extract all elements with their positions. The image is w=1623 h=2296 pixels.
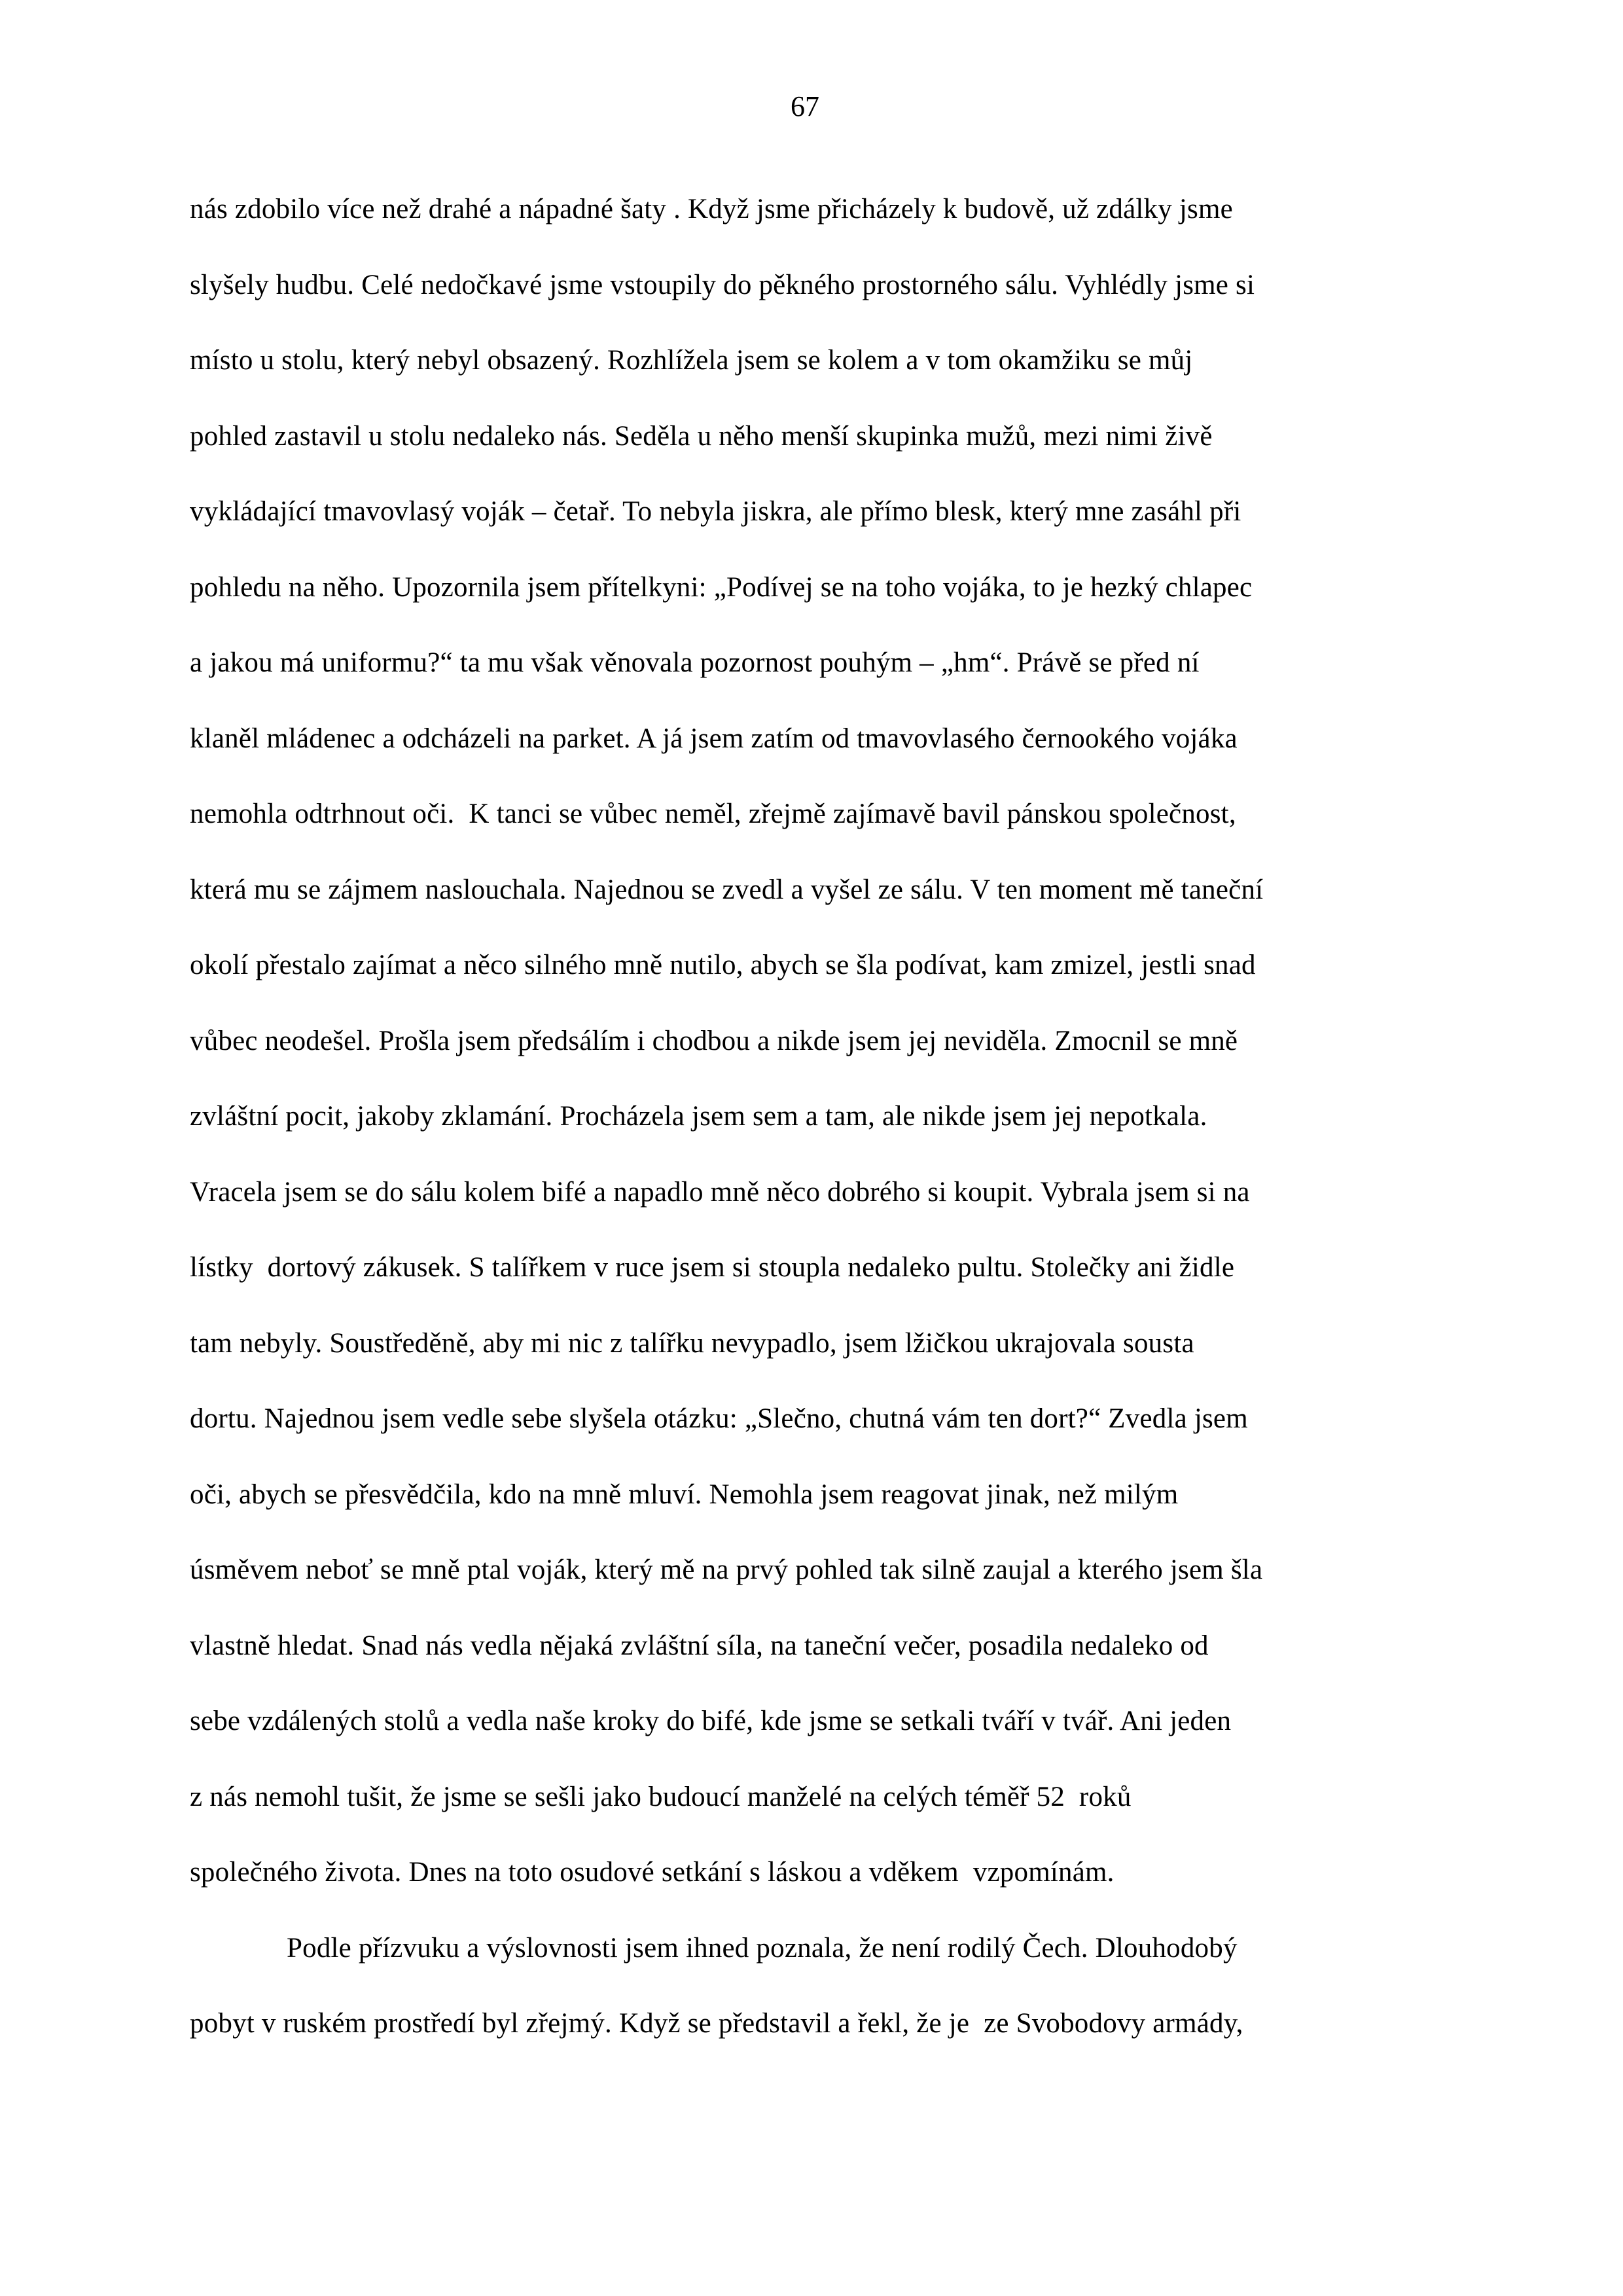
- text-line: vůbec neodešel. Prošla jsem předsálím i chodbou a nikde jsem jej neviděla. Zmocnil se mně: [190, 1025, 1238, 1056]
- text-line: zvláštní pocit, jakoby zklamání. Procházela jsem sem a tam, ale nikde jsem jej nepotkala.: [190, 1101, 1207, 1132]
- text-line: dortu. Najednou jsem vedle sebe slyšela otázku: „Slečno, chutná vám ten dort?“ Zvedla jsem: [190, 1403, 1248, 1434]
- text-line: slyšely hudbu. Celé nedočkavé jsme vstoupily do pěkného prostorného sálu. Vyhlédly jsme si: [190, 269, 1255, 300]
- text-line: vykládající tmavovlasý voják – četař. To nebyla jiskra, ale přímo blesk, který mne zasáhl při: [190, 496, 1241, 527]
- text-line: místo u stolu, který nebyl obsazený. Rozhlížela jsem se kolem a v tom okamžiku se můj: [190, 345, 1193, 376]
- text-line: z nás nemohl tušit, že jsme se sešli jako budoucí manželé na celých téměř 52 roků: [190, 1781, 1132, 1812]
- text-line: nemohla odtrhnout oči. K tanci se vůbec neměl, zřejmě zajímavě bavil pánskou společnost,: [190, 798, 1236, 829]
- text-line: klaněl mládenec a odcházeli na parket. A já jsem zatím od tmavovlasého černookého vojáka: [190, 723, 1238, 754]
- text-line: pobyt v ruském prostředí byl zřejmý. Když se představil a řekl, že je ze Svobodovy armády,: [190, 2008, 1243, 2039]
- page-number: 67: [791, 90, 819, 122]
- text-line: která mu se zájmem naslouchala. Najednou se zvedl a vyšel ze sálu. V ten moment mě taneční: [190, 874, 1264, 905]
- text-line: sebe vzdálených stolů a vedla naše kroky do bifé, kde jsme se setkali tváří v tvář. Ani jeden: [190, 1706, 1232, 1736]
- text-line: úsměvem neboť se mně ptal voják, který mě na prvý pohled tak silně zaujal a kterého jsem šla: [190, 1554, 1263, 1585]
- text-line: společného života. Dnes na toto osudové setkání s láskou a vděkem vzpomínám.: [190, 1857, 1115, 1888]
- text-line: Podle přízvuku a výslovnosti jsem ihned poznala, že není rodilý Čech. Dlouhodobý: [287, 1932, 1238, 1964]
- text-body: [190, 171, 1443, 2062]
- text-line: okolí přestalo zajímat a něco silného mně nutilo, abych se šla podívat, kam zmizel, jestli snad: [190, 950, 1256, 980]
- text-line: vlastně hledat. Snad nás vedla nějaká zvláštní síla, na taneční večer, posadila nedaleko od: [190, 1630, 1209, 1661]
- text-line: pohled zastavil u stolu nedaleko nás. Seděla u něho menší skupinka mužů, mezi nimi živě: [190, 420, 1213, 452]
- text-line: oči, abych se přesvědčila, kdo na mně mluví. Nemohla jsem reagovat jinak, než milým: [190, 1479, 1179, 1510]
- text-line: pohledu na něho. Upozornila jsem přítelkyni: „Podívej se na toho vojáka, to je hezký chlapec: [190, 571, 1253, 603]
- text-line: lístky dortový zákusek. S talířkem v ruce jsem si stoupla nedaleko pultu. Stolečky ani židle: [190, 1252, 1235, 1283]
- text-line: Vracela jsem se do sálu kolem bifé a napadlo mně něco dobrého si koupit. Vybrala jsem si na: [190, 1176, 1250, 1208]
- text-line: nás zdobilo více než drahé a nápadné šaty . Když jsme přicházely k budově, už zdálky jsme: [190, 194, 1233, 224]
- text-line: tam nebyly. Soustředěně, aby mi nic z talířku nevypadlo, jsem lžičkou ukrajovala sousta: [190, 1327, 1194, 1359]
- text-line: a jakou má uniformu?“ ta mu však věnovala pozornost pouhým – „hm“. Právě se před ní: [190, 647, 1200, 678]
